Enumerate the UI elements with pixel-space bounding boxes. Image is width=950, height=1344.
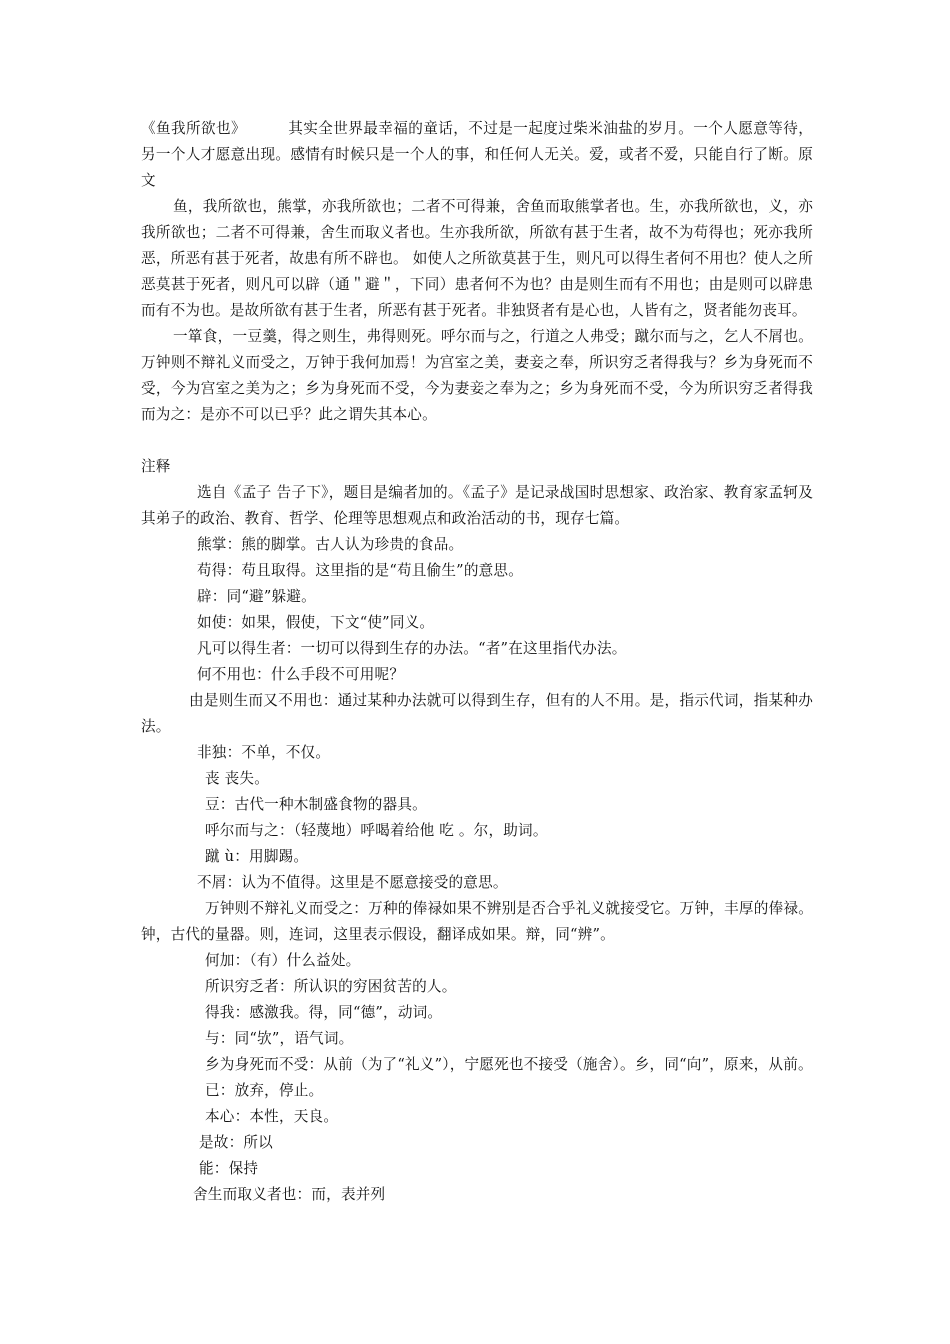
spacer — [141, 428, 813, 454]
document-body — [141, 116, 813, 1208]
note-item: 乡为身死而不受：从前（为了“礼义”），宁愿死也不接受（施舍）。乡，同“向”，原来，从前。 — [205, 1056, 813, 1073]
intro-text: 其实全世界最幸福的童话，不过是一起度过柴米油盐的岁月。一个人愿意等待，另一个人才愿意出现。感情有时候只是一个人的事，和任何人无关。爱，或者不爱，只能自行了断。原文 — [141, 120, 813, 189]
note-item: 得我：感激我。得，同“德”，动词。 — [205, 1004, 443, 1021]
intro-paragraph — [141, 116, 813, 194]
note-item: 与：同“欤”，语气词。 — [205, 1030, 354, 1047]
note-item: 丧 丧失。 — [205, 770, 270, 787]
original-paragraph-1: 鱼，我所欲也，熊掌，亦我所欲也；二者不可得兼，舍鱼而取熊掌者也。生，亦我所欲也，义，亦我所欲也；二者不可得兼，舍生而取义者也。生亦我所欲，所欲有甚于生者，故不为苟得也；死亦我所恶，所恶有甚于死者，故患有所不辟也。 如使人之所欲莫甚于生，则凡可以得生者何不用也？使人之所恶莫甚于死者，则凡可以辟（通＂避＂，下同）患者何不为也？由是则生而有不用也；由是则可以辟患而有不为也。是故所欲有甚于生者，所恶有甚于死者。非独贤者有是心也，人皆有之，贤者能勿丧耳。 — [141, 198, 813, 319]
note-item: 能：保持 — [199, 1160, 259, 1177]
note-item: 蹴 ù：用脚踢。 — [205, 848, 309, 865]
note-item: 是故：所以 — [199, 1134, 273, 1151]
note-item: 辟：同“避”躲避。 — [197, 588, 316, 605]
note-item: 何加：（有）什么益处。 — [205, 952, 361, 969]
notes-heading: 注释 — [141, 458, 171, 475]
note-item: 本心：本性，天良。 — [205, 1108, 339, 1125]
note-item: 由是则生而又不用也：通过某种办法就可以得到生存，但有的人不用。是，指示代词，指某种办法。 — [141, 692, 813, 735]
note-item: 何不用也：什么手段不可用呢？ — [197, 666, 405, 683]
note-item: 已：放弃，停止。 — [205, 1082, 324, 1099]
note-item: 呼尔而与之：（轻蔑地）呼喝着给他 吃 。尔，助词。 — [205, 822, 548, 839]
note-item: 不屑：认为不值得。这里是不愿意接受的意思。 — [197, 874, 508, 891]
note-item: 非独：不单，不仅。 — [197, 744, 331, 761]
note-item: 舍生而取义者也：而，表并列 — [193, 1186, 386, 1203]
note-item: 熊掌：熊的脚掌。古人认为珍贵的食品。 — [197, 536, 464, 553]
note-item: 所识穷乏者：所认识的穷困贫苦的人。 — [205, 978, 457, 995]
note-item: 如使：如果，假使，下文“使”同义。 — [197, 614, 435, 631]
original-paragraph-2: 一箪食，一豆羹，得之则生，弗得则死。呼尔而与之，行道之人弗受；蹴尔而与之，乞人不屑也。 万钟则不辩礼义而受之，万钟于我何加焉！为宫室之美，妻妾之奉，所识穷乏者得我与？乡为身死而不受，今为宫室之美为之；乡为身死而不受，今为妻妾之奉为之；乡为身死而不受，今为所识穷乏者得我而为之：是亦不可以已乎？此之谓失其本心。 — [141, 328, 813, 423]
essay-title: 《鱼我所欲也》 — [141, 120, 246, 137]
note-item: 万钟则不辩礼义而受之：万种的俸禄如果不辨别是否合乎礼义就接受它。万钟，丰厚的俸禄。钟，古代的量器。则，连词，这里表示假设，翻译成如果。辩，同“辨”。 — [141, 900, 813, 943]
note-item: 豆：古代一种木制盛食物的器具。 — [205, 796, 427, 813]
note-item: 凡可以得生者：一切可以得到生存的办法。“者”在这里指代办法。 — [197, 640, 627, 657]
note-item: 苟得：苟且取得。这里指的是“苟且偷生”的意思。 — [197, 562, 523, 579]
note-source: 选自《孟子 告子下》，题目是编者加的。《孟子》是记录战国时思想家、政治家、教育家孟轲及其弟子的政治、教育、哲学、伦理等思想观点和政治活动的书，现存七篇。 — [141, 484, 813, 527]
